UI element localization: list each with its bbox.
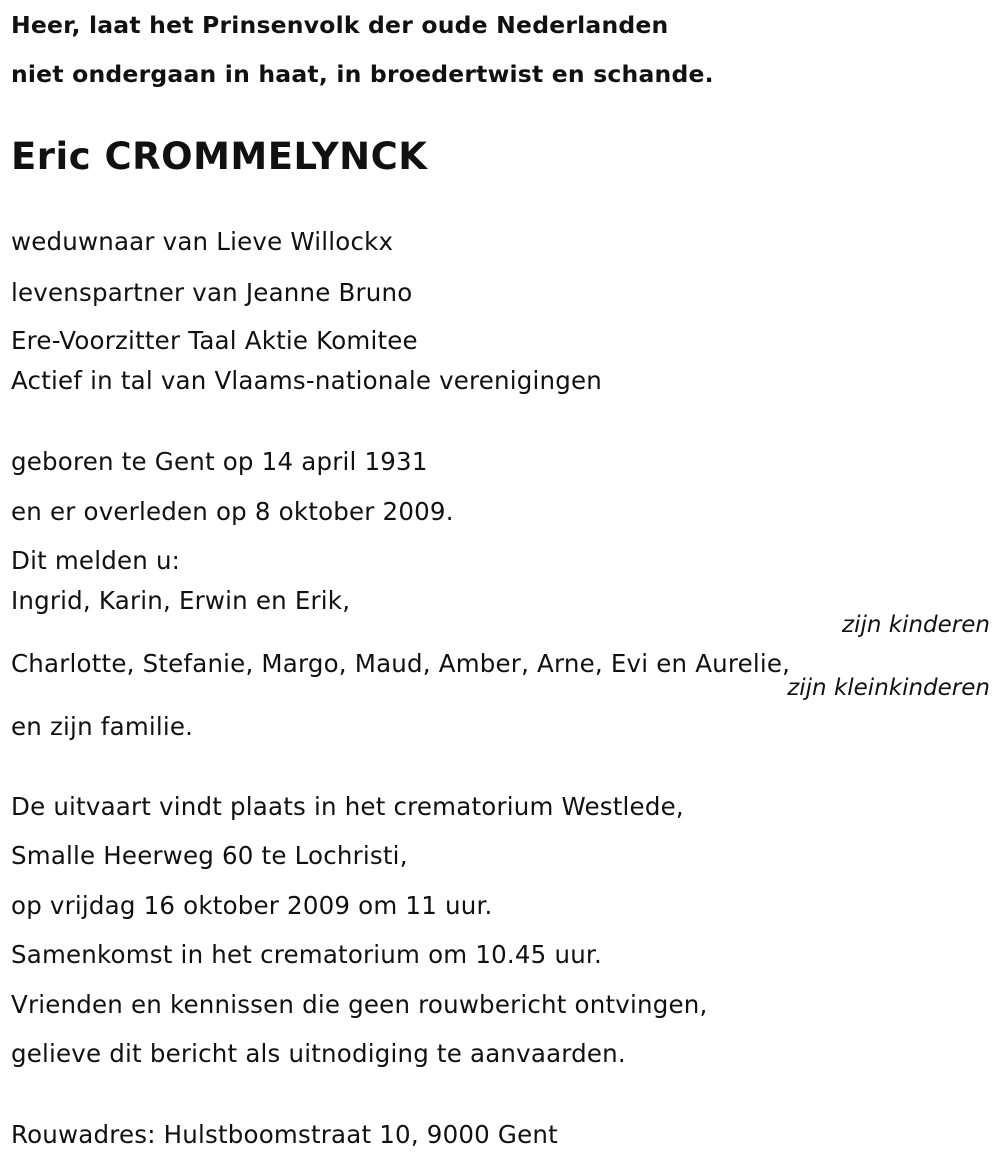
mourning-address: Rouwadres: Hulstboomstraat 10, 9000 Gent <box>11 1120 558 1149</box>
funeral-line-2: Smalle Heerweg 60 te Lochristi, <box>11 841 408 870</box>
funeral-line-1: De uitvaart vindt plaats in het crematorium Westlede, <box>11 792 684 821</box>
title-widower: weduwnaar van Lieve Willockx <box>11 227 394 256</box>
grandchildren-relation: zijn kleinkinderen <box>787 675 990 701</box>
grandchildren-names: Charlotte, Stefanie, Margo, Maud, Amber, Arne, Evi en Aurelie, <box>11 649 791 678</box>
family-line: en zijn familie. <box>11 712 194 741</box>
title-active-member: Actief in tal van Vlaams-nationale verenigingen <box>11 366 603 395</box>
children-relation: zijn kinderen <box>842 612 990 638</box>
motto-line-2: niet ondergaan in haat, in broedertwist en schande. <box>11 60 714 88</box>
title-life-partner: levenspartner van Jeanne Bruno <box>11 278 413 307</box>
motto-line-1: Heer, laat het Prinsenvolk der oude Nederlanden <box>11 11 669 39</box>
funeral-line-6: gelieve dit bericht als uitnodiging te aanvaarden. <box>11 1039 626 1068</box>
death-line: en er overleden op 8 oktober 2009. <box>11 497 454 526</box>
funeral-line-3: op vrijdag 16 oktober 2009 om 11 uur. <box>11 891 493 920</box>
deceased-name: Eric CROMMELYNCK <box>11 135 428 178</box>
funeral-line-5: Vrienden en kennissen die geen rouwbericht ontvingen, <box>11 990 708 1019</box>
children-names: Ingrid, Karin, Erwin en Erik, <box>11 586 351 615</box>
announcement-intro: Dit melden u: <box>11 546 181 575</box>
funeral-line-4: Samenkomst in het crematorium om 10.45 uur. <box>11 940 602 969</box>
title-honorary-chairman: Ere-Voorzitter Taal Aktie Komitee <box>11 326 418 355</box>
birth-line: geboren te Gent op 14 april 1931 <box>11 447 428 476</box>
